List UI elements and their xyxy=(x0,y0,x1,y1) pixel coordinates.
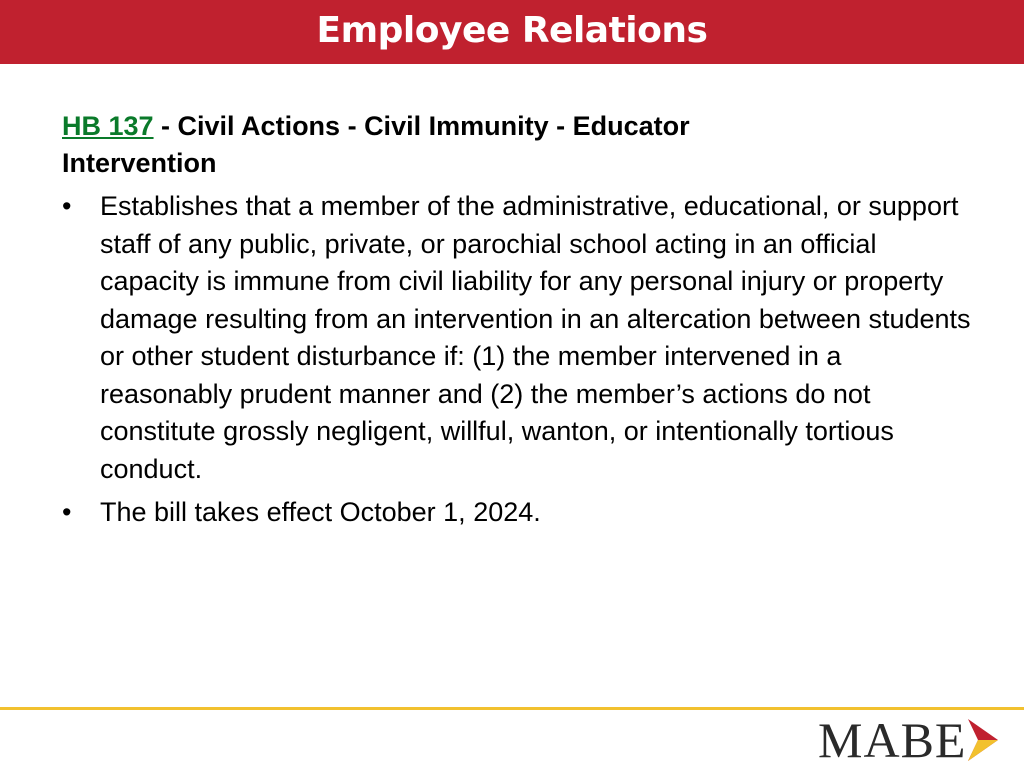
footer-divider xyxy=(0,707,1024,710)
bullet-text: Establishes that a member of the administrative, educational, or support staff of any public, private, or parochial school acting in an official capacity is immune from civil liability for any personal injury or property damage resulting from an intervention in an altercation between students or other student disturbance if: (1) the member intervened in a reasonably prudent manner and (2) the member’s actions do not constitute grossly negligent, willful, wanton, or intentionally tortious conduct. xyxy=(100,191,971,484)
bullet-text: The bill takes effect October 1, 2024. xyxy=(100,497,541,527)
bullet-list xyxy=(62,188,972,532)
bullet-icon: • xyxy=(62,191,72,221)
bill-heading xyxy=(62,108,822,182)
list-item xyxy=(62,494,972,532)
bill-title: - Civil Actions - Civil Immunity - Educator Intervention xyxy=(62,111,690,178)
slide-content xyxy=(62,108,972,538)
logo-text: MABE xyxy=(818,712,967,768)
logo-arrow-icon xyxy=(964,717,1000,763)
page-title: Employee Relations xyxy=(316,9,708,51)
title-bar xyxy=(0,0,1024,64)
list-item xyxy=(62,188,972,488)
bill-number-link[interactable]: HB 137 xyxy=(62,111,154,141)
mabe-logo xyxy=(818,714,1000,766)
bullet-icon: • xyxy=(62,497,72,527)
